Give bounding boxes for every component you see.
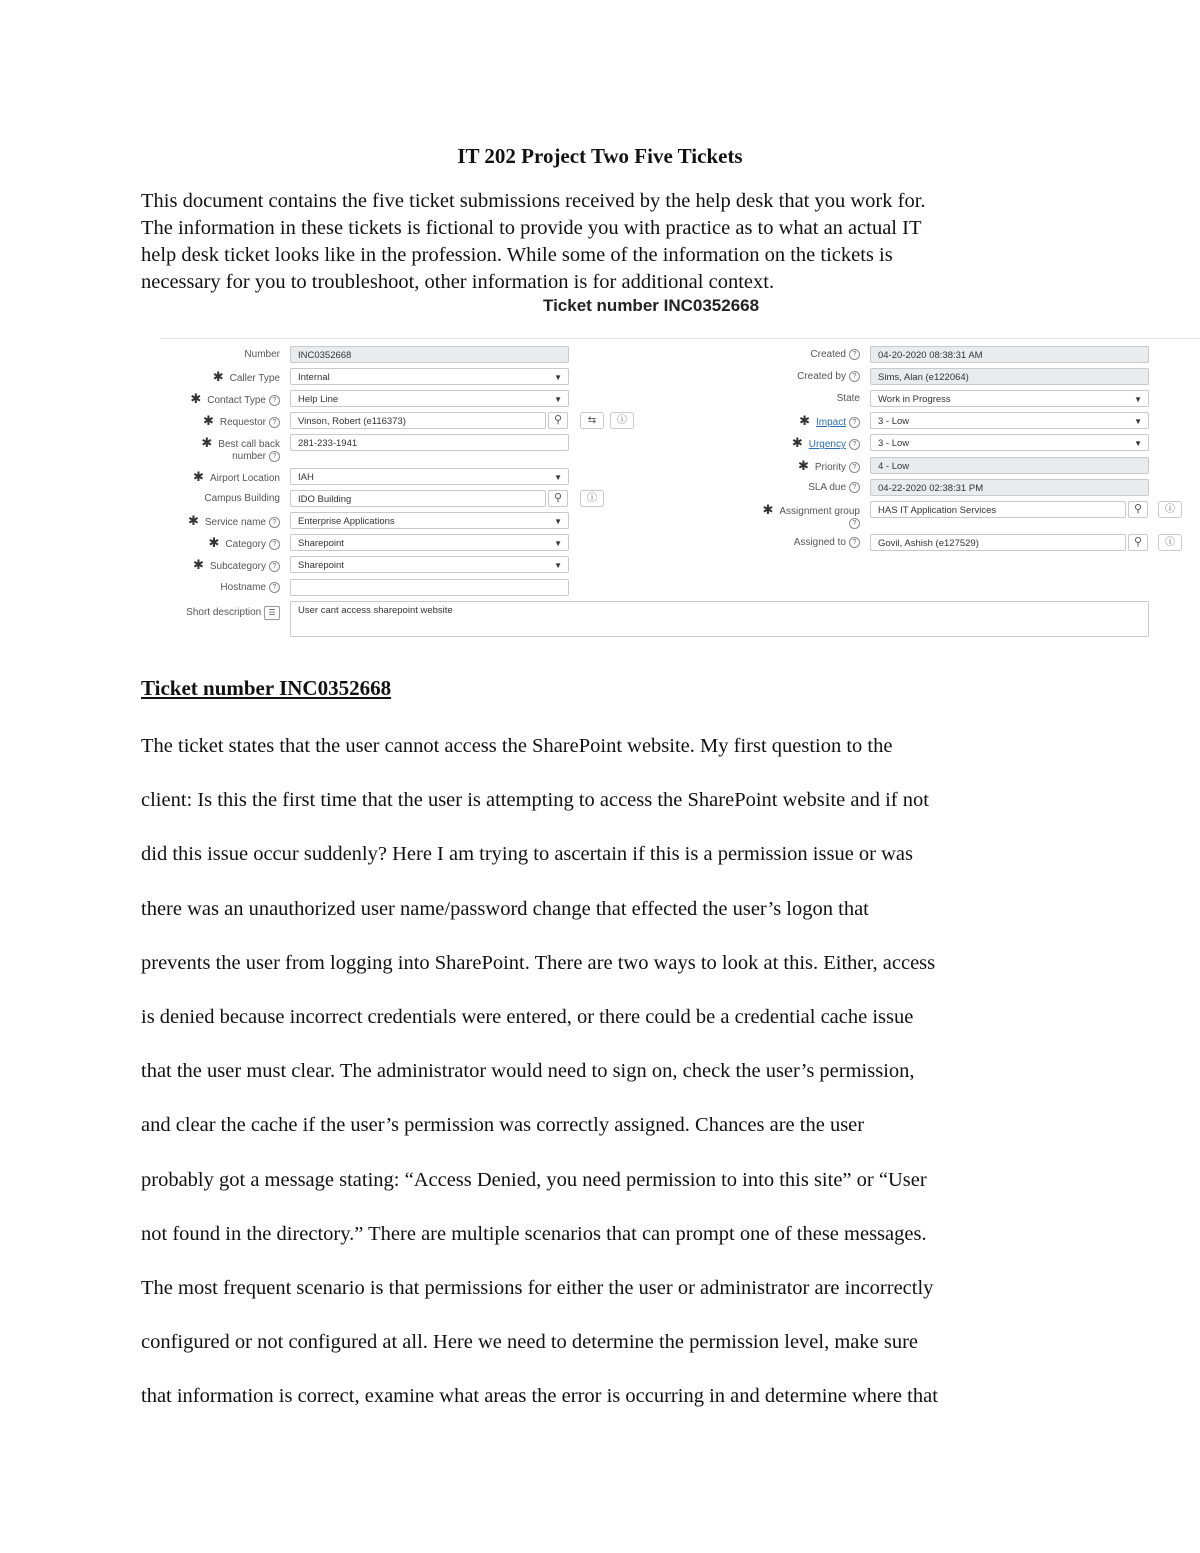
help-icon: ? (269, 539, 280, 550)
help-icon: ? (269, 517, 280, 528)
chevron-down-icon: ▼ (554, 473, 562, 482)
sla-due-field[interactable]: 04-22-2020 02:38:31 PM (870, 479, 1149, 496)
subcategory-label: ✱ Subcategory ? (160, 559, 280, 573)
help-icon: ? (849, 462, 860, 473)
created-label: Created ? (720, 349, 860, 361)
required-icon: ✱ (201, 435, 213, 450)
assigned-to-field[interactable]: Govil, Ashish (e127529) (870, 534, 1126, 551)
body-line: probably got a message stating: “Access Denied, you need permission to into this site” or “User (141, 1168, 927, 1191)
help-icon: ? (849, 518, 860, 529)
impact-link[interactable]: Impact (815, 417, 846, 428)
best-call-back-label: ✱ Best call back number ? (201, 435, 280, 463)
intro-line: The information in these tickets is fictional to provide you with practice as to what an actual IT (141, 217, 922, 239)
intro-line: help desk ticket looks like in the profession. While some of the information on the tickets is (141, 244, 893, 266)
hierarchy-icon[interactable]: ⇆ (580, 412, 604, 429)
body-line: and clear the cache if the user’s permission was correctly assigned. Chances are the user (141, 1114, 865, 1137)
body-line: The ticket states that the user cannot access the SharePoint website. My first question to the (141, 735, 893, 757)
urgency-select[interactable]: 3 - Low ▼ (870, 434, 1149, 451)
required-icon: ✱ (797, 458, 809, 473)
contact-type-label: ✱ Contact Type ? (160, 393, 280, 407)
urgency-link[interactable]: Urgency (808, 439, 846, 450)
body-line: is denied because incorrect credentials were entered, or there could be a credential cache issue (141, 1006, 914, 1029)
required-icon: ✱ (192, 557, 204, 572)
info-icon[interactable]: ⓘ (1158, 534, 1182, 551)
help-icon: ? (849, 537, 860, 548)
subcategory-select[interactable]: Sharepoint ▼ (290, 556, 569, 573)
body-line: The most frequent scenario is that permissions for either the user or administrator are incorrectly (141, 1277, 934, 1300)
airport-location-select[interactable]: IAH ▼ (290, 468, 569, 485)
help-icon: ? (849, 482, 860, 493)
short-description-textarea[interactable]: User cant access sharepoint website (290, 601, 1149, 637)
required-icon: ✱ (208, 535, 220, 550)
help-icon: ? (269, 417, 280, 428)
help-icon: ? (849, 439, 860, 450)
chevron-down-icon: ▼ (554, 517, 562, 526)
requestor-label: ✱ Requestor ? (160, 415, 280, 429)
search-icon[interactable]: ⚲ (548, 412, 568, 429)
assigned-to-label: Assigned to ? (720, 537, 860, 549)
campus-building-label: Campus Building (204, 493, 280, 504)
service-name-select[interactable]: Enterprise Applications ▼ (290, 512, 569, 529)
required-icon: ✱ (202, 413, 214, 428)
search-icon[interactable]: ⚲ (1128, 534, 1148, 551)
hostname-label: Hostname ? (160, 582, 280, 594)
intro-line: This document contains the five ticket submissions received by the help desk that you work for. (141, 190, 926, 212)
info-icon[interactable]: ⓘ (580, 490, 604, 507)
chevron-down-icon: ▼ (554, 561, 562, 570)
search-icon[interactable]: ⚲ (1128, 501, 1148, 518)
body-line: client: Is this the first time that the user is attempting to access the SharePoint website and if not (141, 789, 929, 812)
chevron-down-icon: ▼ (1134, 417, 1142, 426)
state-select[interactable]: Work in Progress ▼ (870, 390, 1149, 407)
urgency-label (720, 437, 860, 451)
created-field[interactable]: 04-20-2020 08:38:31 AM (870, 346, 1149, 363)
assignment-group-label: ✱ Assignment group ? (762, 502, 860, 527)
impact-label (720, 415, 860, 429)
ticket-form (160, 338, 1200, 648)
body-paragraph (141, 719, 1066, 1424)
body-line: not found in the directory.” There are multiple scenarios that can prompt one of these messages. (141, 1222, 927, 1245)
priority-label: ✱ Priority ? (720, 460, 860, 474)
sla-due-label: SLA due ? (720, 482, 860, 494)
chevron-down-icon: ▼ (554, 373, 562, 382)
airport-location-label: ✱ Airport Location (193, 469, 280, 484)
body-line: prevents the user from logging into SharePoint. There are two ways to look at this. Either, access (141, 951, 936, 974)
help-icon: ? (849, 349, 860, 360)
priority-field[interactable]: 4 - Low (870, 457, 1149, 474)
caller-type-label: ✱ Caller Type (212, 369, 280, 384)
help-icon: ? (269, 582, 280, 593)
help-icon: ? (269, 561, 280, 572)
required-icon: ✱ (799, 413, 810, 428)
required-icon: ✱ (190, 391, 202, 406)
required-icon: ✱ (193, 469, 204, 484)
chevron-down-icon: ▼ (554, 395, 562, 404)
hostname-field[interactable] (290, 579, 569, 596)
service-name-label: ✱ Service name ? (160, 515, 280, 529)
spellcheck-icon[interactable]: ☰ (264, 606, 280, 620)
form-divider (160, 338, 1200, 339)
created-by-label: Created by ? (720, 371, 860, 383)
best-call-back-field[interactable]: 281-233-1941 (290, 434, 569, 451)
body-line: configured or not configured at all. Here we need to determine the permission level, make sure (141, 1331, 919, 1354)
chevron-down-icon: ▼ (1134, 439, 1142, 448)
state-label: State (836, 393, 860, 404)
required-icon: ✱ (762, 502, 774, 517)
category-select[interactable]: Sharepoint ▼ (290, 534, 569, 551)
info-icon[interactable]: ⓘ (1158, 501, 1182, 518)
required-icon: ✱ (791, 435, 803, 450)
search-icon[interactable]: ⚲ (548, 490, 568, 507)
body-line: did this issue occur suddenly? Here I am trying to ascertain if this is a permission issue or was (141, 843, 914, 866)
ticket-image-title: Ticket number INC0352668 (543, 296, 760, 315)
help-icon: ? (269, 451, 280, 462)
chevron-down-icon: ▼ (554, 539, 562, 548)
required-icon: ✱ (187, 513, 199, 528)
section-heading: Ticket number INC0352668 (141, 676, 392, 700)
caller-type-select[interactable]: Internal ▼ (290, 368, 569, 385)
body-line: that the user must clear. The administrator would need to sign on, check the user’s permission, (141, 1060, 915, 1083)
campus-building-field[interactable]: IDO Building (290, 490, 546, 507)
category-label: ✱ Category ? (160, 537, 280, 551)
help-icon: ? (269, 395, 280, 406)
short-description-label: Short description ☰ (160, 606, 280, 620)
body-line: there was an unauthorized user name/password change that effected the user’s logon that (141, 897, 869, 920)
impact-select[interactable]: 3 - Low ▼ (870, 412, 1149, 429)
intro-paragraph (141, 188, 1061, 296)
number-label: Number (244, 349, 280, 360)
requestor-field[interactable]: Vinson, Robert (e116373) (290, 412, 546, 429)
required-icon: ✱ (212, 369, 224, 384)
body-line: that information is correct, examine what areas the error is occurring in and determine where that (141, 1385, 938, 1408)
contact-type-select[interactable]: Help Line ▼ (290, 390, 569, 407)
number-field[interactable]: INC0352668 (290, 346, 569, 363)
created-by-field[interactable]: Sims, Alan (e122064) (870, 368, 1149, 385)
info-icon[interactable]: ⓘ (610, 412, 634, 429)
page-title: IT 202 Project Two Five Tickets (457, 144, 743, 168)
intro-line: necessary for you to troubleshoot, other information is for additional context. (141, 271, 775, 293)
help-icon: ? (849, 371, 860, 382)
chevron-down-icon: ▼ (1134, 395, 1142, 404)
help-icon: ? (849, 417, 860, 428)
assignment-group-field[interactable]: HAS IT Application Services (870, 501, 1126, 518)
